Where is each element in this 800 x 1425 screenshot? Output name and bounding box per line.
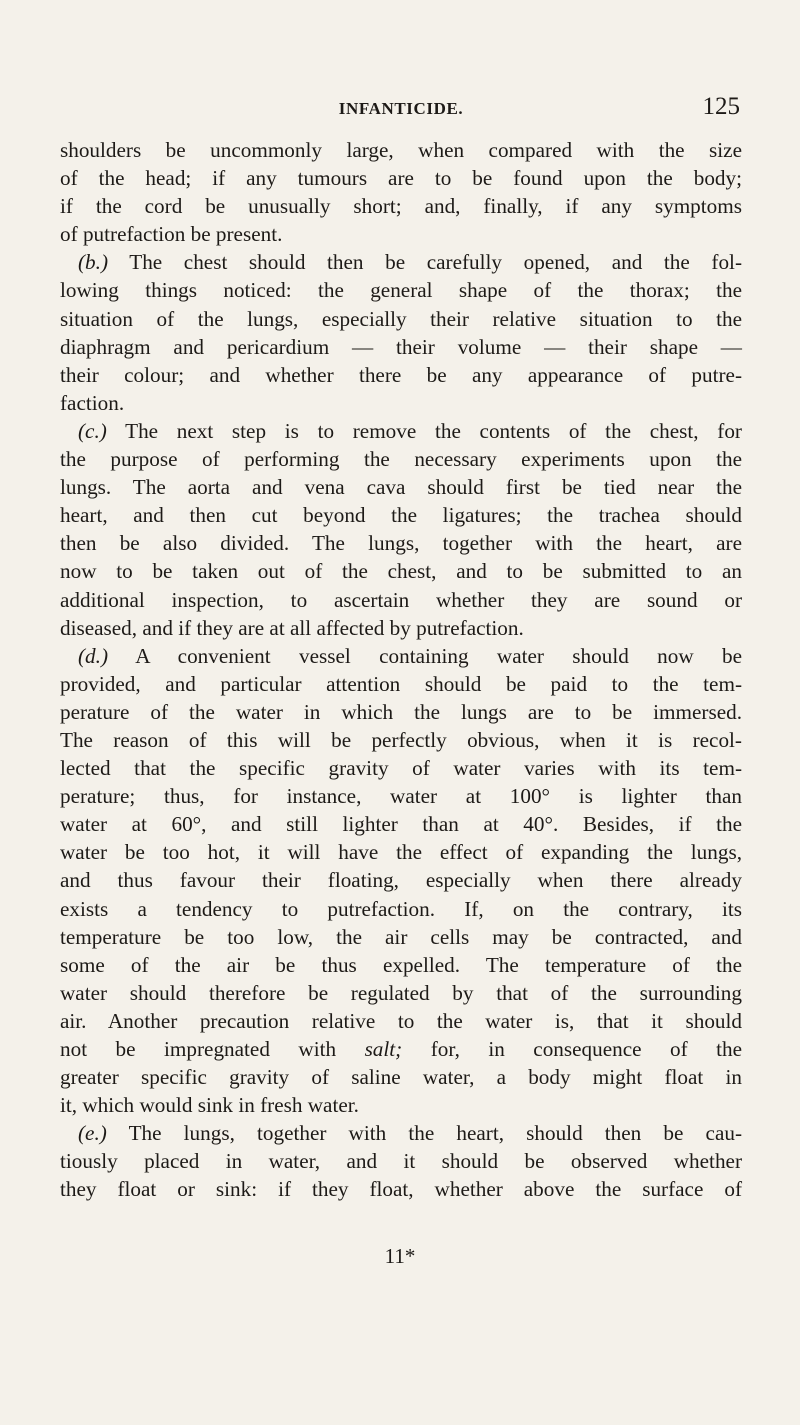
text-line: exists a tendency to putrefaction. If, on the contrary, its <box>60 896 742 921</box>
text-line: not be impregnated with salt; for, in consequence of the <box>60 1037 743 1061</box>
text-line: lungs. The aorta and vena cava should first be tied near the <box>60 475 742 500</box>
text-line: (e.) The lungs, together with the heart, should then be cau- <box>78 1121 743 1146</box>
text-line: of the head; if any tumours are to be found upon the body; <box>60 166 742 191</box>
text-line: of putrefaction be present. <box>60 222 283 247</box>
text-line: situation of the lungs, especially their relative situation to the <box>60 306 742 331</box>
text-line: their colour; and whether there be any appearance of putre- <box>60 362 742 387</box>
text-line: perature; thus, for instance, water at 100° is lighter than <box>60 784 742 809</box>
text-line: heart, and then cut beyond the ligatures; the trachea should <box>60 503 742 528</box>
text-line: tiously placed in water, and it should be observed whether <box>60 1149 742 1174</box>
text-line: additional inspection, to ascertain whether they are sound or <box>60 587 742 612</box>
page-number: 125 <box>702 93 740 120</box>
text-line: and thus favour their floating, especially when there already <box>60 868 742 893</box>
body-text <box>60 136 742 1204</box>
text-line: (b.) The chest should then be carefully opened, and the fol- <box>78 250 742 275</box>
text-line: (c.) The next step is to remove the contents of the chest, for <box>78 418 742 443</box>
text-line: the purpose of performing the necessary experiments upon the <box>60 447 742 472</box>
text-line: provided, and particular attention should be paid to the tem- <box>60 671 742 696</box>
text-line: water be too hot, it will have the effect of expanding the lungs, <box>60 840 742 865</box>
text-line: perature of the water in which the lungs are to be immersed. <box>60 699 742 724</box>
running-head: INFANTICIDE. <box>338 99 464 118</box>
text-line: they float or sink: if they float, whether above the surface of <box>60 1177 742 1202</box>
text-line: shoulders be uncommonly large, when compared with the size <box>60 138 742 162</box>
signature-mark: 11* <box>384 1244 416 1268</box>
text-line: it, which would sink in fresh water. <box>60 1093 359 1118</box>
text-line: greater specific gravity of saline water, a body might float in <box>60 1065 742 1090</box>
italic-word: salt; <box>364 1037 403 1061</box>
text-line: now to be taken out of the chest, and to be submitted to an <box>60 559 742 584</box>
text-line: water at 60°, and still lighter than at 40°. Besides, if the <box>60 812 742 837</box>
paragraph-label: (b.) <box>78 250 109 275</box>
text-line: if the cord be unusually short; and, finally, if any symptoms <box>60 194 742 219</box>
text-line: The reason of this will be perfectly obvious, when it is recol- <box>60 727 742 752</box>
paragraph-label: (d.) <box>78 643 109 668</box>
text-line: lected that the specific gravity of water varies with its tem- <box>60 756 742 781</box>
text-line: faction. <box>60 390 125 415</box>
text-line: water should therefore be regulated by that of the surrounding <box>60 980 742 1005</box>
text-line: air. Another precaution relative to the water is, that it should <box>60 1008 742 1033</box>
page-header <box>60 91 742 125</box>
text-line: lowing things noticed: the general shape of the thorax; the <box>60 278 742 303</box>
text-line: (d.) A convenient vessel containing water should now be <box>78 643 742 668</box>
paragraph-label: (c.) <box>78 418 107 443</box>
text-line: some of the air be thus expelled. The temperature of the <box>60 952 742 977</box>
text-line: diaphragm and pericardium — their volume — their shape — <box>60 334 742 359</box>
text-line: temperature be too low, the air cells may be contracted, and <box>60 924 742 949</box>
text-line: then be also divided. The lungs, together with the heart, are <box>60 531 742 556</box>
text-line: diseased, and if they are at all affected by putrefaction. <box>60 615 524 640</box>
paragraph-label: (e.) <box>78 1121 107 1146</box>
